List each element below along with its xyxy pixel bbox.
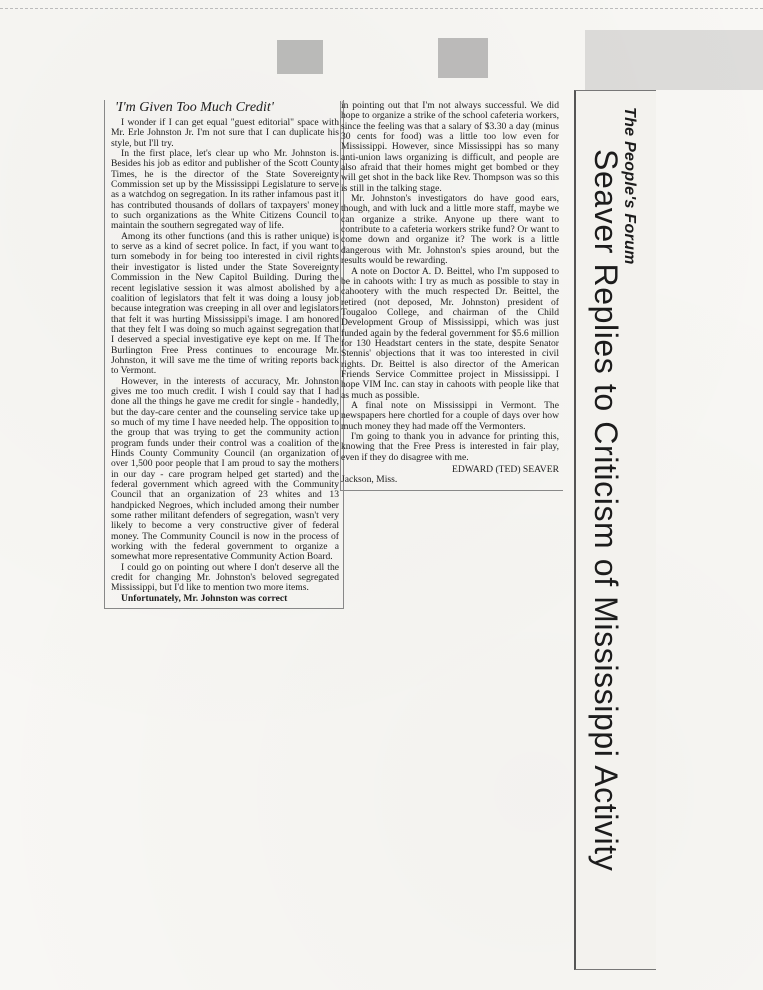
signature: EDWARD (TED) SEAVER (452, 464, 559, 476)
paragraph: A final note on Mississippi in Vermont. The newspapers here chortled for a couple of days over how much money they had made off the Vermonters. (341, 399, 559, 432)
headline-box (574, 90, 656, 970)
paragraph: I'm going to thank you in advance for printing this, knowing that the Free Press is interested in fair play, even if they do disagree with me. (341, 431, 559, 463)
letter-column-2 (340, 101, 563, 491)
location: Jackson, Miss. (341, 474, 398, 486)
page-edge (0, 0, 763, 9)
paragraph: Unfortunately, Mr. Johnston was correct (121, 592, 288, 604)
letter-title: 'I'm Given Too Much Credit' (115, 100, 274, 115)
section-label: The People's Forum (621, 107, 638, 265)
headline: Seaver Replies to Criticism of Mississippi Activity (588, 149, 624, 872)
scan-artifact (585, 30, 763, 90)
paragraph: A note on Doctor A. D. Beittel, who I'm supposed to be in cahoots with: I try as much as possible to stay in cahootery with the much respected Dr. Beittel, the retired (not deposed, Mr. Johnston) president of Tougaloo College, and chairman of the Child Development Group of Mississippi, which was just funded again by the federal government for $5.6 million for 130 Headstart centers in the state, despite Senator Stennis' objections that it was too interested in civil rights. Dr. Beittel is also director of the American Friends Service Committee project in Mississippi. I hope VIM Inc. can stay in cahoots with people like that as much as possible. (341, 265, 559, 401)
scan-artifact (277, 40, 323, 74)
rotated-headline-area (576, 91, 656, 969)
paragraph: Among its other functions (and this is rather unique) is to serve as a kind of secret police. In fact, if you want to turn somebody in for being too interested in civil rights their investigator is listed under the State Sovereignty Commission in the New Capitol Building. During the recent legislative session it was almost abolished by a coalition of legislators that felt it was doing a lousy job because integration was creeping in all over and legislators that felt it was hurting Mississippi's image. I am honored that they felt I was doing so much against segregation that I deserved a special investigative eye kept on me. If The Burlington Free Press continues to encourage Mr. Johnston, it will save me the time of writing reports back to Vermont. (111, 230, 339, 377)
paragraph: In the first place, let's clear up who Mr. Johnston is. Besides his job as editor and publisher of the Scott County Times, he is the director of the State Sovereignty Commission set up by the Mississippi Legislature to serve as a watchdog on segregation. In its rather infamous past it has contributed thousands of dollars of taxpayers' money to such organizations as the White Citizens Council to maintain the southern segregated way of life. (111, 148, 339, 232)
letter-column-1 (104, 100, 344, 609)
paragraph: However, in the interests of accuracy, Mr. Johnston gives me too much credit. I wish I could say that I had done all the things he gave me credit for single - handedly, but the day-care center and the counseling service take up so much of my time I have needed help. The opposition to the group that was trying to get the community action program funds under their control was a coalition of the Hinds County Community Council (an organization of over 1,500 poor people that I am proud to say the mothers in our day - care program helped get started) and the federal government which agreed with the Community Council that an organization of 23 whites and 13 handpicked Negroes, which included among their number some rather militant defenders of segregation, wasn't very likely to become a very constructive giver of federal money. The Community Council is now in the process of working with the federal government to organize a somewhat more representative Community Action Board. (111, 375, 339, 563)
scan-artifact (438, 38, 488, 78)
paragraph: I could go on pointing out where I don't deserve all the credit for changing Mr. Johnston's beloved segregated Mississippi, but I'd like to mention two more items. (111, 561, 339, 594)
paragraph: I wonder if I can get equal "guest editorial" space with Mr. Erle Johnston Jr. I'm not sure that I can duplicate his style, but I'll try. (111, 117, 339, 149)
paragraph: in pointing out that I'm not always successful. We did hope to organize a strike of the school cafeteria workers, since the feeling was that a salary of $3.30 a day (minus 30 cents for food) was a little too low even for Mississippi. However, since Mississippi has so many anti-union laws organizing is difficult, and people are also afraid that their homes might get bombed or they will get shot in the back like Rev. Thompson was so this is still in the talking stage. (341, 100, 559, 194)
paragraph: Mr. Johnston's investigators do have good ears, though, and with luck and a little more staff, maybe we can organize a strike. Anyone up there want to contribute to a cafeteria workers strike fund? Or want to come down and organize it? The work is a little dangerous with Mr. Johnston's spies around, but the results would be rewarding. (341, 193, 559, 267)
